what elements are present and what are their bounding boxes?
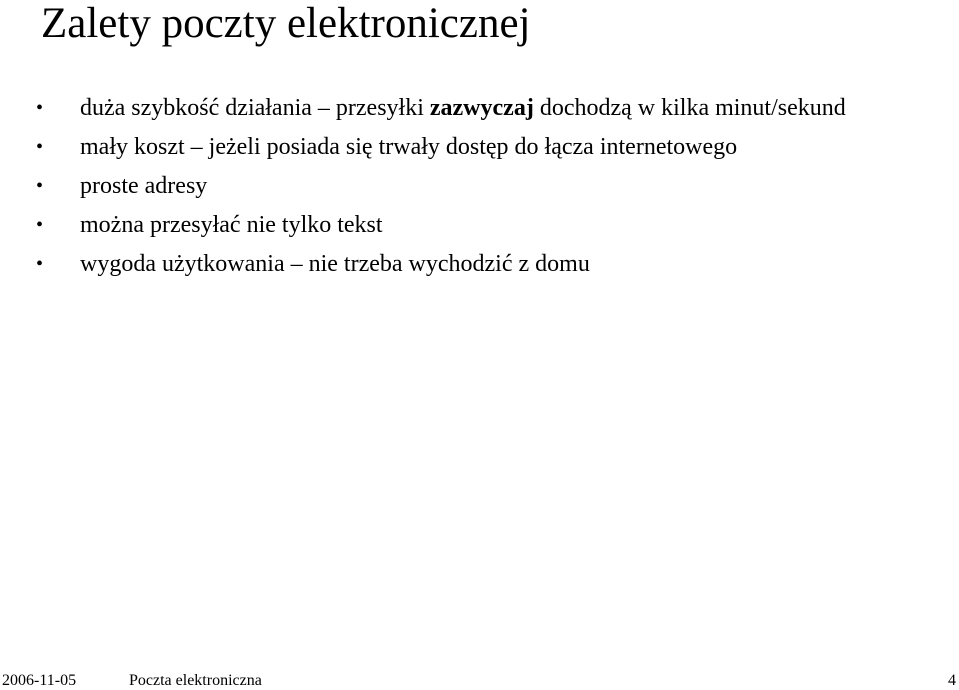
bullet-dot-icon: • xyxy=(36,175,44,197)
bullet-dot-icon: • xyxy=(36,136,44,158)
bullet-text-part: można przesyłać nie tylko tekst xyxy=(80,212,383,238)
bullet-text xyxy=(80,251,590,277)
bullet-text-part: dochodzą w kilka minut/sekund xyxy=(533,95,846,121)
bullet-text-part: duża szybkość działania – przesyłki xyxy=(80,95,430,121)
bullet-dot-icon: • xyxy=(36,253,44,275)
bullet-text xyxy=(80,173,207,199)
bullet-item xyxy=(0,209,880,242)
bullet-item xyxy=(0,248,880,281)
slide-footer xyxy=(0,672,959,690)
bullet-dot-icon: • xyxy=(36,214,44,236)
footer-title: Poczta elektroniczna xyxy=(129,672,262,689)
slide-title: Zalety poczty elektronicznej xyxy=(41,0,531,47)
bullet-item xyxy=(0,170,880,203)
footer-date: 2006-11-05 xyxy=(2,672,77,689)
bullet-item xyxy=(0,92,880,125)
bullet-item xyxy=(0,131,880,164)
bullet-text-part: proste adresy xyxy=(80,173,208,199)
bullet-text xyxy=(80,212,383,238)
page-number: 4 xyxy=(948,672,956,689)
bullet-text-emphasis: zazwyczaj xyxy=(429,95,534,121)
bullet-text xyxy=(80,95,846,121)
bullet-text-part: mały koszt – jeżeli posiada się trwały dostęp do łącza internetowego xyxy=(80,134,738,160)
bullet-text xyxy=(80,134,737,160)
bullet-text-part: wygoda użytkowania – nie trzeba wychodzić z domu xyxy=(80,251,590,277)
bullet-list xyxy=(0,92,959,287)
bullet-dot-icon: • xyxy=(36,97,44,119)
